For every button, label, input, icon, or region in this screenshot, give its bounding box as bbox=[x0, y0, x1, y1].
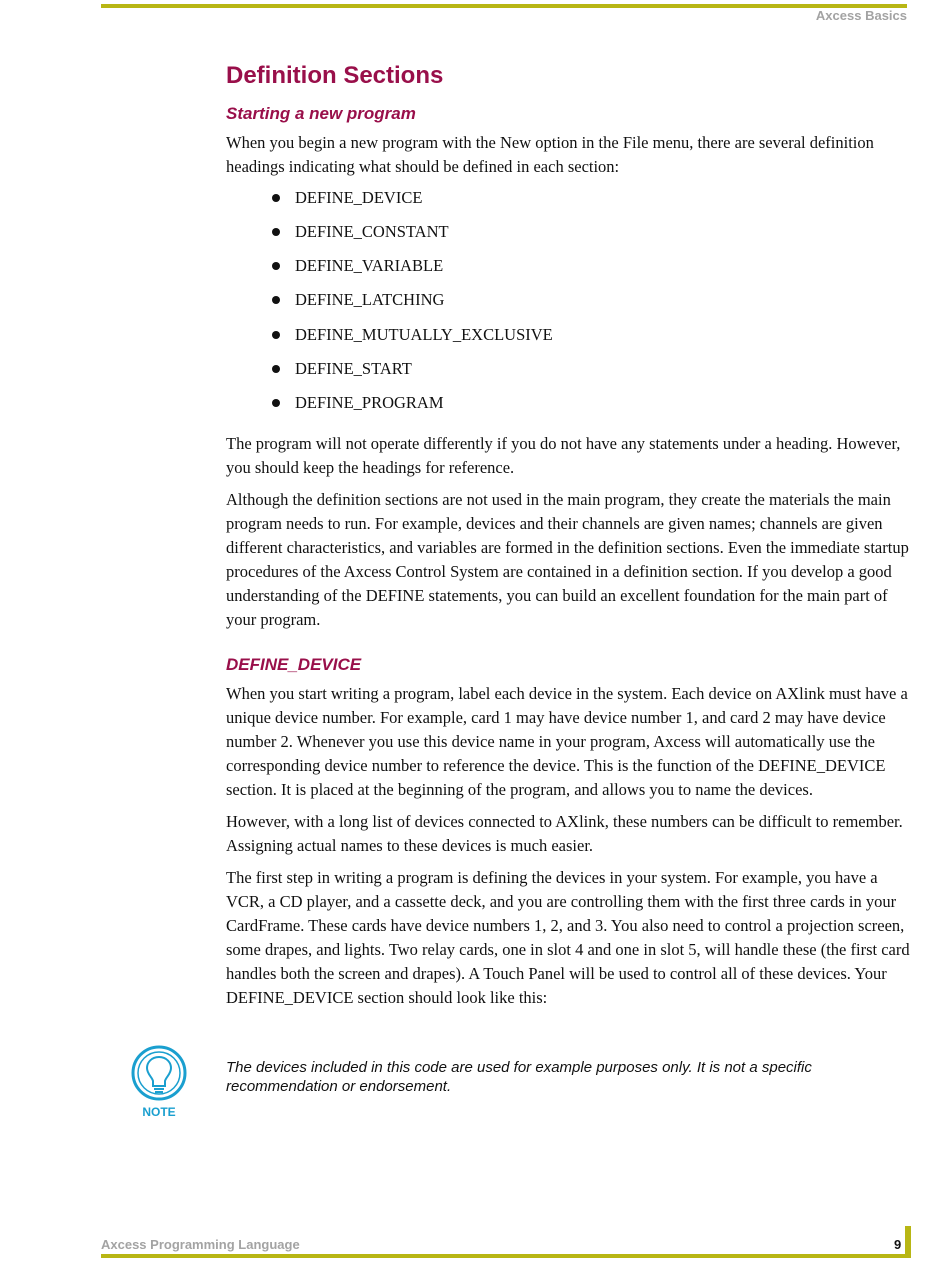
bullet-icon bbox=[272, 399, 280, 407]
note-text: The devices included in this code are used for example purposes only. It is not a specific recommendation or endorsement. bbox=[226, 1059, 812, 1095]
list-item bbox=[226, 392, 916, 426]
list-item bbox=[226, 255, 916, 289]
bullet-icon bbox=[272, 331, 280, 339]
list-item-label: DEFINE_MUTUALLY_EXCLUSIVE bbox=[295, 324, 553, 344]
list-item-label: DEFINE_DEVICE bbox=[295, 187, 423, 207]
bottom-rule bbox=[101, 1254, 911, 1258]
running-head: Axcess Basics bbox=[815, 8, 907, 23]
intro-paragraph: When you begin a new program with the New option in the File menu, there are several definition headings indicating what should be defined in each section: bbox=[226, 132, 874, 176]
list-item-label: DEFINE_VARIABLE bbox=[295, 256, 444, 276]
section-heading-define-device: DEFINE_DEVICE bbox=[226, 655, 362, 675]
body-paragraph: However, with a long list of devices connected to AXlink, these numbers can be difficult to remember. Assigning actual names to these devices is much easier. bbox=[226, 812, 903, 856]
list-item-label: DEFINE_PROGRAM bbox=[295, 393, 444, 413]
list-item bbox=[226, 324, 916, 358]
page-number: 9 bbox=[894, 1237, 902, 1252]
bullet-icon bbox=[272, 365, 280, 373]
list-item bbox=[226, 358, 916, 392]
footer-manual-title: Axcess Programming Language bbox=[101, 1237, 300, 1252]
bullet-icon bbox=[272, 228, 280, 236]
body-paragraph: The first step in writing a program is defining the devices in your system. For example, you have a VCR, a CD player, and a cassette deck, and you are controlling them with the first three cards in your CardFrame. These cards have device numbers 1, 2, and 3. You also need to control a projection screen, some drapes, and lights. Two relay cards, one in slot 4 and one in slot 5, will handle these (the first card handles both the screen and drapes). A Touch Panel will be used to control all of these devices. Your DEFINE_DEVICE section should look like this: bbox=[226, 868, 910, 1008]
definition-list bbox=[226, 187, 916, 426]
list-item bbox=[226, 289, 916, 323]
note-callout-icon bbox=[130, 1045, 188, 1121]
section-heading-starting: Starting a new program bbox=[226, 103, 416, 123]
bullet-icon bbox=[272, 194, 280, 202]
list-item bbox=[226, 187, 916, 221]
lightbulb-icon bbox=[130, 1045, 188, 1121]
body-paragraph: Although the definition sections are not used in the main program, they create the materials the main program needs to run. For example, devices and their channels are given names; channels are given different characteristics, and variables are formed in the definition sections. Even the immediate startup procedures of the Axcess Control System are contained in a definition section. If you develop a good understanding of the DEFINE statements, you can build an excellent foundation for the main part of your program. bbox=[226, 490, 909, 630]
top-rule bbox=[101, 4, 907, 8]
body-paragraph: The program will not operate differently if you do not have any statements under a heading. However, you should keep the headings for reference. bbox=[226, 434, 901, 478]
page-content bbox=[226, 62, 916, 1018]
list-item bbox=[226, 221, 916, 255]
page-title: Definition Sections bbox=[226, 62, 444, 89]
list-item-label: DEFINE_CONSTANT bbox=[295, 222, 449, 242]
note-label: NOTE bbox=[142, 1105, 176, 1119]
list-item-label: DEFINE_START bbox=[295, 358, 412, 378]
bullet-icon bbox=[272, 262, 280, 270]
list-item-label: DEFINE_LATCHING bbox=[295, 290, 445, 310]
bullet-icon bbox=[272, 296, 280, 304]
body-paragraph: When you start writing a program, label each device in the system. Each device on AXlink must have a unique device number. For example, card 1 may have device number 1, and card 2 may have device number 2. Whenever you use this device name in your program, Axcess will automatically use the corresponding device number to reference the device. This is the function of the DEFINE_DEVICE section. It is placed at the beginning of the program, and allows you to name the devices. bbox=[226, 684, 908, 800]
